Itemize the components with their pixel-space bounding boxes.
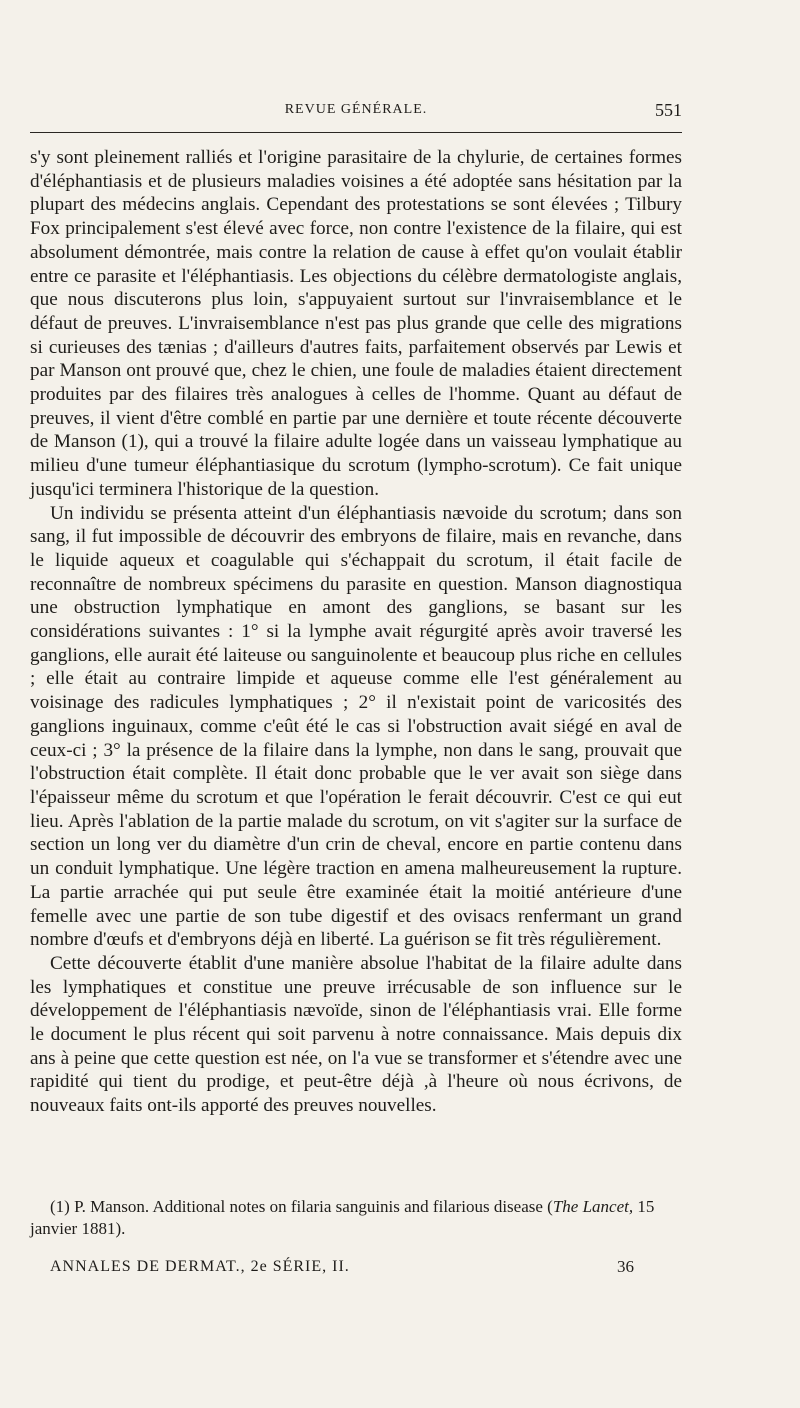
signature-mark: ANNALES DE DERMAT., 2e SÉRIE, II. <box>50 1258 350 1275</box>
paragraph-1: s'y sont pleinement ralliés et l'origine parasitaire de la chylurie, de certaines formes d'éléphantiasis et de plusieurs maladies voisines a été adoptée sans hésitation par la plupart des médecins anglais. Cependant des protestations se sont élevées ; Tilbury Fox principalement s'est élevé avec force, non contre l'existence de la filaire, qui est absolument démontrée, mais contre la relation de cause à effet qu'on voulait établir entre ce parasite et l'éléphantiasis. Les objections du célèbre dermatologiste anglais, que nous discuterons plus loin, s'appuyaient surtout sur l'invraisemblance et le défaut de preuves. L'invraisemblance n'est pas plus grande que celle des migrations si curieuses des tænias ; d'ailleurs d'autres faits, parfaitement observés par Lewis et par Manson ont prouvé que, chez le chien, une foule de maladies étaient directement produites par des filaires très analogues à celles de l'homme. Quant au défaut de preuves, il vient d'être comblé en partie par une dernière et toute récente découverte de Manson (1), qui a trouvé la filaire adulte logée dans un vaisseau lymphatique au milieu d'une tumeur éléphantiasique du scrotum (lympho-scrotum). Ce fait unique jusqu'ici terminera l'historique de la question. <box>30 147 682 500</box>
paragraph-2: Un individu se présenta atteint d'un éléphantiasis nævoide du scrotum; dans son sang, il fut impossible de découvrir des embryons de filaire, mais en revanche, dans le liquide aqueux et coagulable qui s'échappait du scrotum, il était facile de reconnaître de nombreux spécimens du parasite en question. Manson diagnostiqua une obstruction lymphatique en amont des ganglions, se basant sur les considérations suivantes : 1° si la lymphe avait régurgité après avoir traversé les ganglions, elle aurait été laiteuse ou sanguinolente et beaucoup plus riche en cellules ; elle était au contraire limpide et aqueuse comme elle l'est généralement au voisinage des radicules lymphatiques ; 2° il n'existait point de varicosités des ganglions inguinaux, comme c'eût été le cas si l'obstruction avait siégé en aval de ceux-ci ; 3° la présence de la filaire dans la lymphe, non dans le sang, prouvait que l'obstruction était complète. Il était donc probable que le ver avait son siège dans l'épaisseur même du scrotum et que l'opération le ferait découvrir. C'est ce qui eut lieu. Après l'ablation de la partie malade du scrotum, on vit s'agiter sur la surface de section un long ver du diamètre d'un crin de cheval, encore en partie contenu dans un conduit lymphatique. Une légère traction en amena malheureusement la rupture. La partie arrachée qui put seule être examinée était la moitié antérieure d'une femelle avec une partie de son tube digestif et des ovisacs renfermant un grand nombre d'œufs et d'embryons déjà en liberté. La guérison se fit très régulièrement. <box>30 502 682 951</box>
paragraph-3: Cette découverte établit d'une manière absolue l'habitat de la filaire adulte dans les lymphatiques et constitue une preuve irrécusable de son influence sur le développement de l'éléphantiasis nævoïde, sinon de l'éléphantiasis vrai. Elle forme le document le plus récent qui soit parvenu à notre connaissance. Mais depuis dix ans à peine que cette question est née, on l'a vue se transformer et s'étendre avec une rapidité qui tient du prodige, et peut-être déjà ,à l'heure où nous écrivons, de nouveaux faits ont-ils apporté des preuves nouvelles. <box>30 952 682 1117</box>
footnote-text: (1) P. Manson. Additional notes on filaria sanguinis and filarious disease ( <box>50 1197 553 1216</box>
footnote-journal: The Lancet, <box>552 1197 634 1216</box>
footnote <box>30 1196 682 1240</box>
header-rule <box>30 132 682 133</box>
body-text <box>30 146 682 1118</box>
running-title: REVUE GÉNÉRALE. <box>284 102 428 117</box>
sheet-number: 36 <box>617 1257 634 1276</box>
running-header <box>30 102 682 128</box>
page-number: 551 <box>655 100 682 120</box>
footnote-date: 15 janvier 1881). <box>30 1197 655 1238</box>
